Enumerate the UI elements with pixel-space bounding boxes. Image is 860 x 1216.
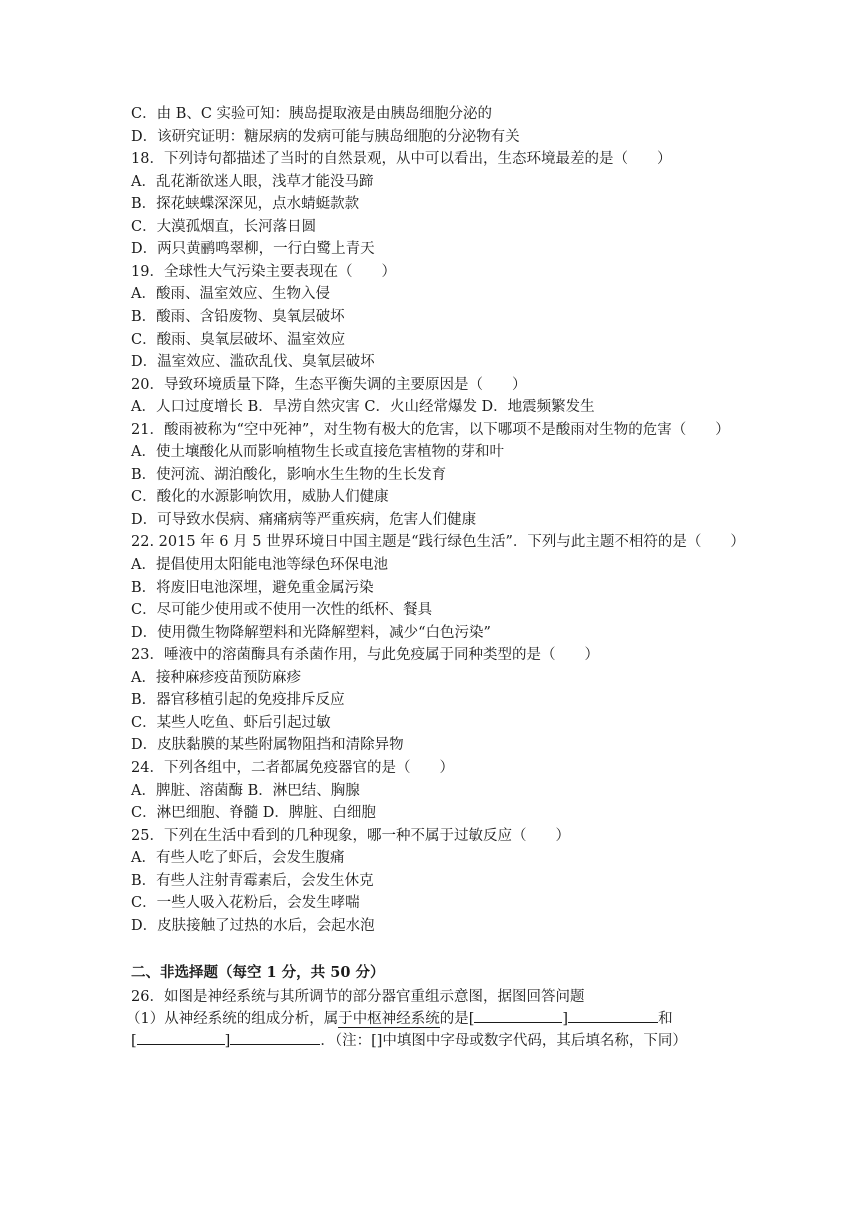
text-line: 19．全球性大气污染主要表现在（ ） <box>131 264 396 280</box>
bracket-close-1: ] <box>562 1011 569 1027</box>
text-line: B．将废旧电池深埋，避免重金属污染 <box>131 580 374 596</box>
text-line: 25．下列在生活中看到的几种现象，哪一种不属于过敏反应（ ） <box>131 828 570 844</box>
text-line: A．酸雨、温室效应、生物入侵 <box>131 286 330 302</box>
text-line: C．酸化的水源影响饮用，威胁人们健康 <box>131 489 389 505</box>
text-line: 18．下列诗句都描述了当时的自然景观，从中可以看出，生态环境最差的是（ ） <box>131 151 672 167</box>
question-26-stem: 26．如图是神经系统与其所调节的部分器官重组示意图，据图回答问题 <box>131 989 585 1005</box>
text-line: A．使土壤酸化从而影响植物生长或直接危害植物的芽和叶 <box>131 444 504 460</box>
text-line: D．该研究证明：糖尿病的发病可能与胰岛细胞的分泌物有关 <box>131 129 520 145</box>
text-line: 24．下列各组中，二者都属免疫器官的是（ ） <box>131 760 454 776</box>
sub1-prefix: （1）从神经系统的组成分析，属 <box>126 1011 339 1027</box>
answer-blank-code-1[interactable] <box>474 1008 562 1023</box>
text-line: 21．酸雨被称为“空中死神”，对生物有极大的危害，以下哪项不是酸雨对生物的危害（ ） <box>131 422 730 438</box>
text-line: D．温室效应、滥砍乱伐、臭氧层破坏 <box>131 354 375 370</box>
text-line: 20．导致环境质量下降，生态平衡失调的主要原因是（ ） <box>131 377 527 393</box>
text-line: C．某些人吃鱼、虾后引起过敏 <box>131 715 331 731</box>
text-line: A．脾脏、溶菌酶 B．淋巴结、胸腺 <box>131 783 360 799</box>
sub1-underlined-text: 于中枢神经系统 <box>338 1011 440 1027</box>
text-line: A．有些人吃了虾后，会发生腹痛 <box>131 850 345 866</box>
text-line: C．尽可能少使用或不使用一次性的纸杯、餐具 <box>131 602 433 618</box>
text-line: D．可导致水俣病、痛痛病等严重疾病，危害人们健康 <box>131 512 477 528</box>
text-line: C．淋巴细胞、脊髓 D．脾脏、白细胞 <box>131 805 376 821</box>
text-line: D．两只黄鹂鸣翠柳，一行白鹭上青天 <box>131 241 375 257</box>
sub1-mid: 的是[ <box>439 1011 475 1027</box>
and-text: 和 <box>658 1011 673 1027</box>
text-line: B．酸雨、含铅废物、臭氧层破坏 <box>131 309 345 325</box>
bracket-open-2: [ <box>131 1033 137 1049</box>
question-26-sub1-line2 <box>131 1030 687 1051</box>
text-line: C．由 B、C 实验可知：胰岛提取液是由胰岛细胞分泌的 <box>131 106 493 122</box>
text-line: 22. 2015 年 6 月 5 世界环境日中国主题是“践行绿色生活”．下列与此主题不相符的是（ ） <box>131 534 745 550</box>
text-line: C．一些人吸入花粉后，会发生哮喘 <box>131 895 360 911</box>
text-line: A．人口过度增长 B．旱涝自然灾害 C．火山经常爆发 D．地震频繁发生 <box>131 399 595 415</box>
text-line: D．使用微生物降解塑料和光降解塑料，减少“白色污染” <box>131 625 491 641</box>
text-line: C．大漠孤烟直，长河落日圆 <box>131 219 317 235</box>
text-line: A．提倡使用太阳能电池等绿色环保电池 <box>131 557 388 573</box>
text-line: B．器官移植引起的免疫排斥反应 <box>131 692 345 708</box>
text-line: A．乱花渐欲迷人眼，浅草才能没马蹄 <box>131 174 374 190</box>
text-line: 23．唾液中的溶菌酶具有杀菌作用，与此免疫属于同种类型的是（ ） <box>131 647 599 663</box>
text-line: B．有些人注射青霉素后，会发生休克 <box>131 873 374 889</box>
text-line: B．使河流、湖泊酸化，影响水生生物的生长发育 <box>131 467 447 483</box>
text-line: D．皮肤黏膜的某些附属物阻挡和清除异物 <box>131 737 404 753</box>
answer-blank-name-2[interactable] <box>230 1030 320 1045</box>
question-26-sub1 <box>126 1008 673 1029</box>
answer-blank-code-2[interactable] <box>137 1030 225 1045</box>
note-text: ．（注：[]中填图中字母或数字代码，其后填名称，下同） <box>320 1033 687 1049</box>
text-line: D．皮肤接触了过热的水后，会起水泡 <box>131 918 375 934</box>
bracket-close-2: ] <box>224 1033 231 1049</box>
text-line: C．酸雨、臭氧层破坏、温室效应 <box>131 332 346 348</box>
text-line: B．探花蛱蝶深深见，点水蜻蜓款款 <box>131 196 360 212</box>
text-line: A．接种麻疹疫苗预防麻疹 <box>131 670 301 686</box>
section-title: 二、非选择题（每空 1 分，共 50 分） <box>131 964 385 981</box>
answer-blank-name-1[interactable] <box>568 1008 658 1023</box>
